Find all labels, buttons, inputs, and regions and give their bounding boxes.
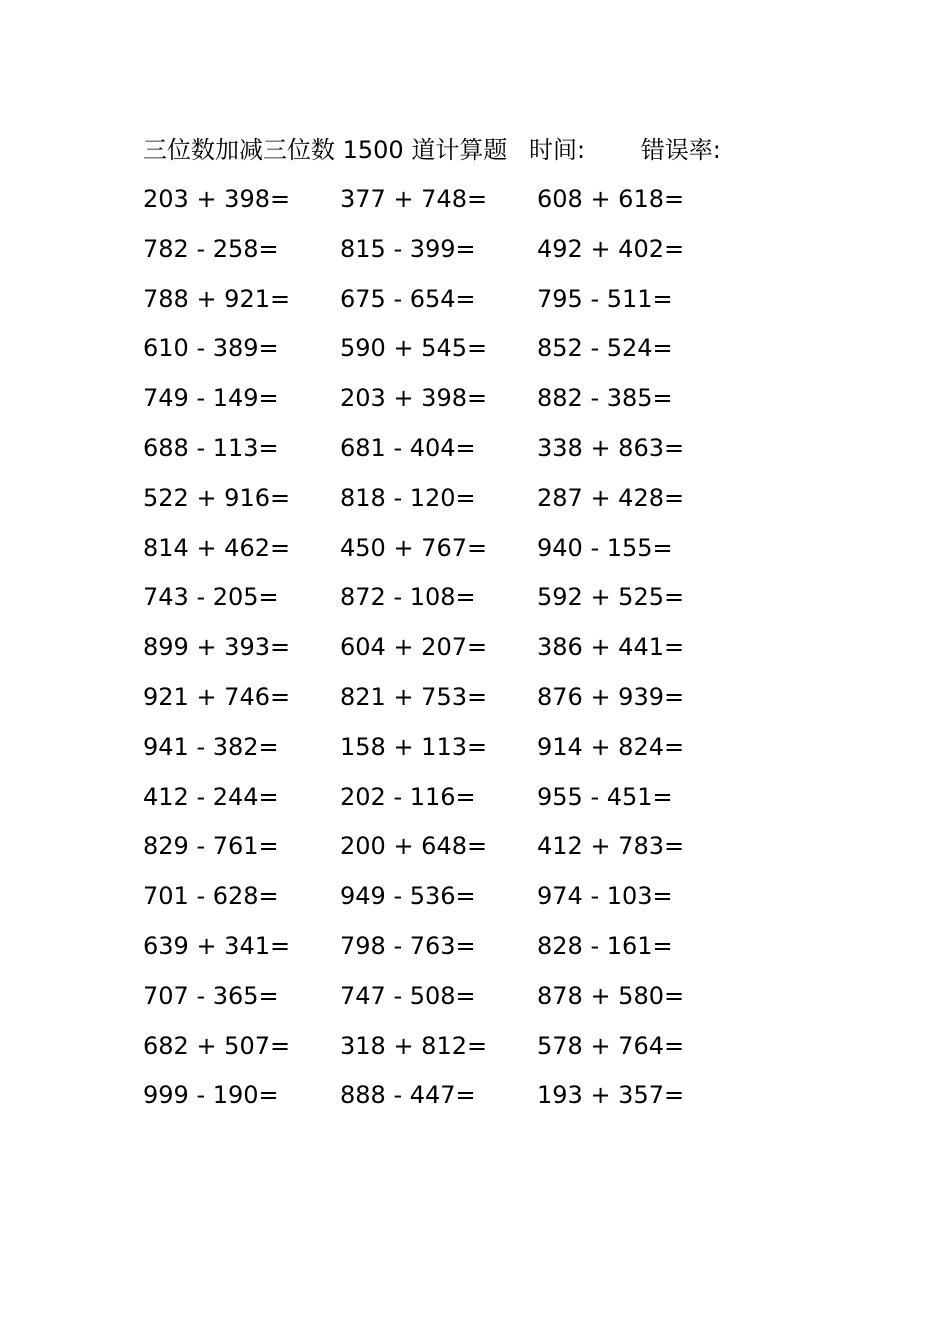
- problem-row: [143, 479, 734, 529]
- problem-grid: [143, 180, 734, 1126]
- problem-row: [143, 180, 734, 230]
- problem-row: [143, 827, 734, 877]
- problem-item: 876 + 939=: [537, 682, 685, 711]
- problem-row: [143, 280, 734, 330]
- problem-item: 949 - 536=: [340, 882, 476, 911]
- problem-row: [143, 230, 734, 280]
- worksheet-header: [143, 134, 721, 166]
- problem-item: 940 - 155=: [537, 533, 673, 562]
- problem-row: [143, 628, 734, 678]
- error-rate-label: 错误率:: [640, 136, 721, 164]
- problem-row: [143, 578, 734, 628]
- problem-item: 798 - 763=: [340, 931, 476, 960]
- problem-item: 814 + 462=: [143, 533, 291, 562]
- problem-item: 578 + 764=: [537, 1031, 685, 1060]
- problem-row: [143, 977, 734, 1027]
- problem-item: 688 - 113=: [143, 433, 279, 462]
- problem-item: 338 + 863=: [537, 433, 685, 462]
- problem-item: 829 - 761=: [143, 832, 279, 861]
- problem-item: 287 + 428=: [537, 483, 685, 512]
- problem-item: 899 + 393=: [143, 633, 291, 662]
- problem-item: 815 - 399=: [340, 234, 476, 263]
- problem-row: [143, 927, 734, 977]
- problem-item: 682 + 507=: [143, 1031, 291, 1060]
- problem-item: 707 - 365=: [143, 981, 279, 1010]
- problem-item: 701 - 628=: [143, 882, 279, 911]
- problem-item: 203 + 398=: [340, 384, 488, 413]
- problem-item: 522 + 916=: [143, 483, 291, 512]
- problem-item: 749 - 149=: [143, 384, 279, 413]
- problem-item: 158 + 113=: [340, 732, 488, 761]
- problem-item: 592 + 525=: [537, 583, 685, 612]
- problem-item: 412 - 244=: [143, 782, 279, 811]
- problem-item: 193 + 357=: [537, 1081, 685, 1110]
- problem-item: 878 + 580=: [537, 981, 685, 1010]
- worksheet-title: 三位数加减三位数 1500 道计算题: [143, 136, 508, 164]
- problem-item: 941 - 382=: [143, 732, 279, 761]
- problem-item: 788 + 921=: [143, 284, 291, 313]
- problem-item: 852 - 524=: [537, 334, 673, 363]
- problem-item: 386 + 441=: [537, 633, 685, 662]
- problem-row: [143, 429, 734, 479]
- problem-item: 795 - 511=: [537, 284, 673, 313]
- problem-item: 999 - 190=: [143, 1081, 279, 1110]
- problem-item: 974 - 103=: [537, 882, 673, 911]
- problem-item: 818 - 120=: [340, 483, 476, 512]
- problem-item: 681 - 404=: [340, 433, 476, 462]
- problem-item: 821 + 753=: [340, 682, 488, 711]
- problem-item: 412 + 783=: [537, 832, 685, 861]
- problem-item: 377 + 748=: [340, 185, 488, 213]
- problem-row: [143, 529, 734, 579]
- problem-item: 639 + 341=: [143, 931, 291, 960]
- problem-item: 675 - 654=: [340, 284, 476, 313]
- problem-item: 200 + 648=: [340, 832, 488, 861]
- problem-row: [143, 728, 734, 778]
- problem-item: 492 + 402=: [537, 234, 685, 263]
- problem-item: 202 - 116=: [340, 782, 476, 811]
- problem-item: 743 - 205=: [143, 583, 279, 612]
- problem-item: 955 - 451=: [537, 782, 673, 811]
- time-label: 时间:: [528, 136, 586, 164]
- problem-item: 450 + 767=: [340, 533, 488, 562]
- problem-item: 828 - 161=: [537, 931, 673, 960]
- problem-row: [143, 678, 734, 728]
- problem-item: 872 - 108=: [340, 583, 476, 612]
- problem-row: [143, 778, 734, 828]
- problem-item: 203 + 398=: [143, 185, 291, 213]
- problem-row: [143, 877, 734, 927]
- problem-item: 921 + 746=: [143, 682, 291, 711]
- problem-item: 318 + 812=: [340, 1031, 488, 1060]
- problem-item: 608 + 618=: [537, 185, 685, 213]
- problem-item: 610 - 389=: [143, 334, 279, 363]
- problem-item: 782 - 258=: [143, 234, 279, 263]
- problem-item: 882 - 385=: [537, 384, 673, 413]
- problem-item: 590 + 545=: [340, 334, 488, 363]
- problem-row: [143, 329, 734, 379]
- problem-item: 604 + 207=: [340, 633, 488, 662]
- problem-item: 747 - 508=: [340, 981, 476, 1010]
- problem-row: [143, 1027, 734, 1077]
- problem-item: 914 + 824=: [537, 732, 685, 761]
- problem-item: 888 - 447=: [340, 1081, 476, 1110]
- problem-row: [143, 1076, 734, 1126]
- problem-row: [143, 379, 734, 429]
